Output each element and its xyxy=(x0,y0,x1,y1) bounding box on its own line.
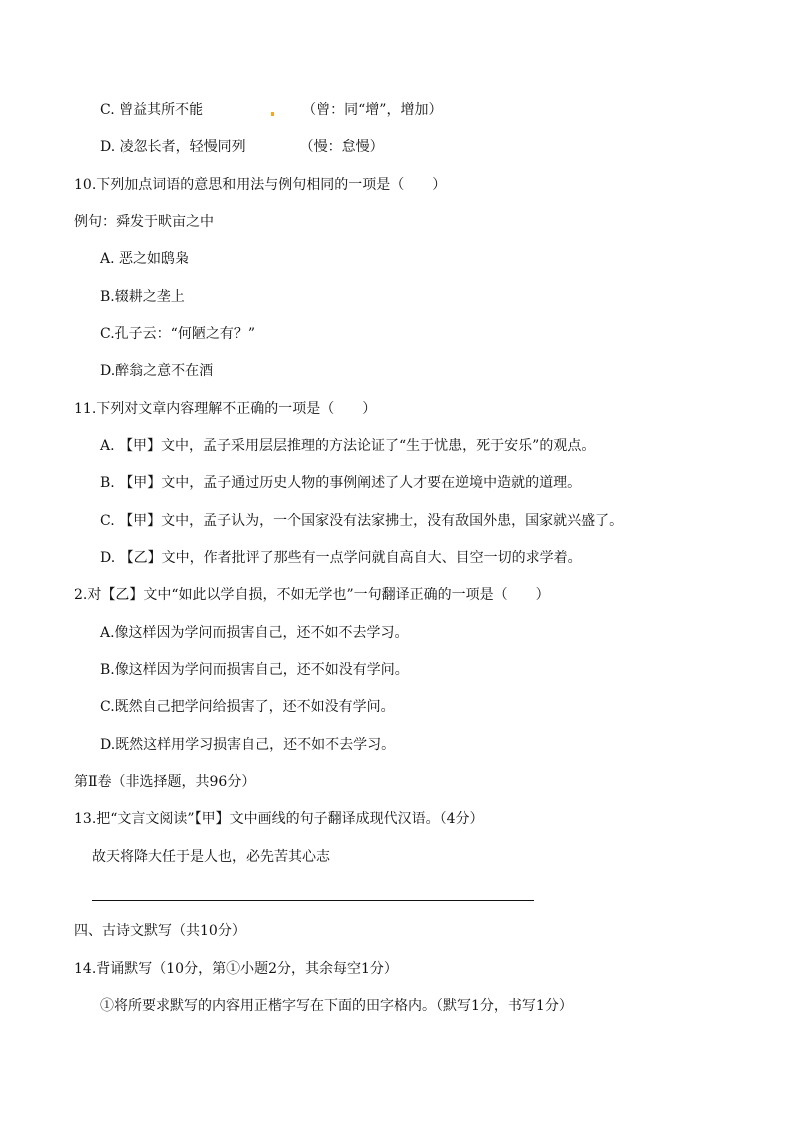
q9-option-d-text: D. 凌忽长者，轻慢同列 xyxy=(100,139,246,155)
q14-sub1: ①将所要求默写的内容用正楷字写在下面的田字格内。（默写1分，书写1分） xyxy=(100,998,573,1014)
q10-option-c: C.孔子云：“何陋之有？” xyxy=(100,326,255,342)
q10-option-d: D.醉翁之意不在酒 xyxy=(100,363,214,379)
q12-option-b: B.像这样因为学问而损害自己，还不如没有学问。 xyxy=(100,662,409,678)
q9-option-c-text: C. 曾益其所不能 xyxy=(100,102,204,118)
emphasis-dot-icon xyxy=(271,112,274,116)
q11-option-a: A. 【甲】文中，孟子采用层层推理的方法论证了“生于忧患，死于安乐”的观点。 xyxy=(100,438,596,454)
q9-option-d-note: （慢：怠慢） xyxy=(299,139,384,155)
q9-option-c-note: （曾：同“增”，增加） xyxy=(302,102,443,118)
q10-stem: 10.下列加点词语的意思和用法与例句相同的一项是（ ） xyxy=(74,177,447,193)
q11-option-d: D. 【乙】文中，作者批评了那些有一点学问就自高自大、目空一切的求学着。 xyxy=(100,550,582,566)
q11-option-c: C. 【甲】文中，孟子认为，一个国家没有法家拂士，没有敌国外患，国家就兴盛了。 xyxy=(100,513,624,529)
q12-option-a: A.像这样因为学问而损害自己，还不如不去学习。 xyxy=(100,625,409,641)
q11-stem: 11.下列对文章内容理解不正确的一项是（ ） xyxy=(74,401,377,417)
q14-stem: 14.背诵默写（10分，第①小题2分，其余每空1分） xyxy=(74,961,398,977)
q12-option-c: C.既然自己把学问给损害了，还不如没有学问。 xyxy=(100,699,395,715)
q9-option-c xyxy=(100,101,442,119)
q9-option-d xyxy=(100,138,384,156)
section-2-heading: 第Ⅱ卷（非选择题，共96分） xyxy=(74,774,256,790)
q11-option-b: B. 【甲】文中，孟子通过历史人物的事例阐述了人才要在逆境中造就的道理。 xyxy=(100,475,582,491)
q12-option-d: D.既然这样用学习损害自己，还不如不去学习。 xyxy=(100,737,396,753)
q10-example: 例句：舜发于畎亩之中 xyxy=(74,214,214,230)
q13-stem: 13.把“文言文阅读”【甲】文中画线的句子翻译成现代汉语。（4分） xyxy=(74,811,484,827)
q13-sentence: 故天将降大任于是人也，必先苦其心志 xyxy=(92,849,330,865)
part-4-heading: 四、古诗文默写（共10分） xyxy=(74,923,246,939)
q10-option-b: B.辍耕之垄上 xyxy=(100,289,185,305)
q13-answer-line[interactable] xyxy=(92,900,534,901)
q10-option-a: A. 恶之如鸱枭 xyxy=(100,251,190,267)
q12-stem: 2.对【乙】文中“如此以学自损，不如无学也”一句翻译正确的一项是（ ） xyxy=(74,587,550,603)
